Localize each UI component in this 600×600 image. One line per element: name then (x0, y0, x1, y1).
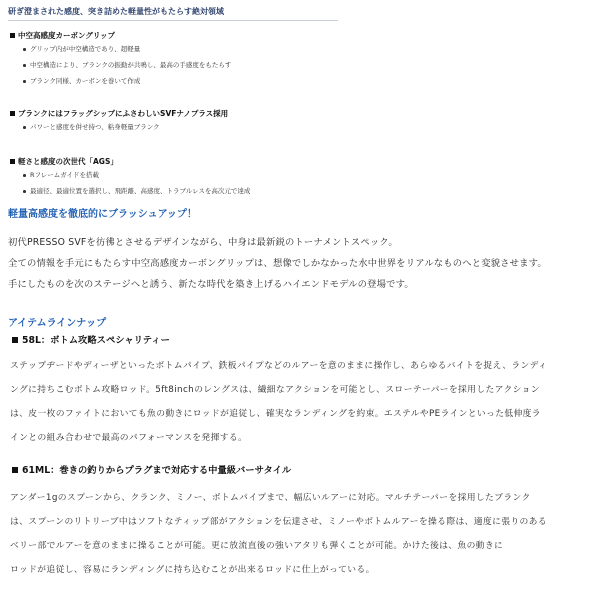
feature-heading-text: 軽さと感度の次世代「AGS」 (18, 157, 118, 166)
feature-summary-box (8, 6, 338, 21)
item-description-61ml (10, 486, 594, 582)
item-heading-61ml (12, 464, 291, 478)
intro-paragraph (8, 232, 592, 295)
square-bullet-icon (10, 33, 15, 38)
item-line: アンダー1gのスプーンから、クランク、ミノー、ボトムパイプまで、幅広いルアーに対応。マルチテーパーを採用したブランク (10, 493, 531, 503)
square-bullet-icon (10, 111, 15, 116)
square-bullet-icon (12, 467, 18, 473)
item-description-58l (10, 354, 594, 450)
item-line: ベリー部でルアーを意のままに操ることが可能。更に放流直後の強いアタリも弾くことが可能。かけた後は、魚の動きに (10, 541, 504, 551)
feature-item: パワーと感度を併せ持つ、粘身軽量ブランク (8, 119, 228, 135)
item-line: ングに持ちこむボトム攻略ロッド。5ft8inchのレングスは、繊細なアクションを可能とし、スローテーパーを採用したアクション (10, 385, 540, 395)
square-bullet-icon (10, 159, 15, 164)
lineup-title: アイテムラインナップ (8, 318, 107, 329)
intro-line: 全ての情報を手元にもたらす中空高感度カーボングリップは、想像でしかなかった水中世界をリアルなものへと変貌させます。 (8, 258, 547, 269)
feature-group-grip (8, 30, 231, 89)
item-line: インとの組み合わせで最高のパフォーマンスを発揮する。 (10, 433, 248, 443)
item-line: ロッドが追従し、容易にランディングに持ち込むことが出来るロッドに仕上がっている。 (10, 565, 375, 575)
feature-group-blank (8, 108, 228, 135)
feature-heading (8, 108, 228, 119)
item-line: は、スプーンのリトリーブ中はソフトなティップ部がアクションを伝達させ、ミノーやボトムルアーを操る際は、適度に張りのある (10, 517, 547, 527)
feature-summary-title: 研ぎ澄まされた感度、突き詰めた軽量性がもたらす絶対領域 (8, 6, 338, 21)
feature-item: 中空構造により、ブランクの振動が共鳴し、最高の手感度をもたらす (8, 57, 231, 73)
item-line: ステップヂードやディーザといったボトムパイプ、鉄板パイプなどのルアーを意のままに操作し、あらゆるバイトを捉え、ランディ (10, 361, 548, 371)
headline: 軽量高感度を徹底的にブラッシュアップ！ (8, 209, 197, 220)
feature-heading-text: ブランクにはフラッグシップにふさわしいSVFナノプラス採用 (18, 109, 229, 118)
intro-line: 手にしたものを次のステージへと誘う、新たな時代を築き上げるハイエンドモデルの登場です。 (8, 279, 414, 290)
feature-item: グリップ内が中空構造であり、超軽量 (8, 41, 231, 57)
feature-heading (8, 30, 231, 41)
feature-group-ags (8, 156, 250, 199)
square-bullet-icon (12, 337, 18, 343)
item-heading-text: 61ML：巻きの釣りからプラグまで対応する中量級バーサタイル (22, 465, 292, 476)
item-heading-58l (12, 334, 170, 348)
feature-item: Rフレームガイドを搭載 (8, 167, 250, 183)
feature-heading (8, 156, 250, 167)
feature-item: 最適径、最適位置を選択し、飛距離、高感度、トラブルレスを高次元で達成 (8, 183, 250, 199)
item-heading-text: 58L：ボトム攻略スペシャリティー (22, 335, 170, 346)
item-line: は、皮一枚のファイトにおいても魚の動きにロッドが追従し、確実なランディングを約束。エステルやPEラインといった低伸度ラ (10, 409, 541, 419)
feature-item: ブランク同様、カーボンを巻いて作成 (8, 73, 231, 89)
feature-heading-text: 中空高感度カーボングリップ (18, 31, 116, 40)
intro-line: 初代PRESSO SVFを彷彿とさせるデザインながら、中身は最新鋭のトーナメントスペック。 (8, 237, 398, 248)
